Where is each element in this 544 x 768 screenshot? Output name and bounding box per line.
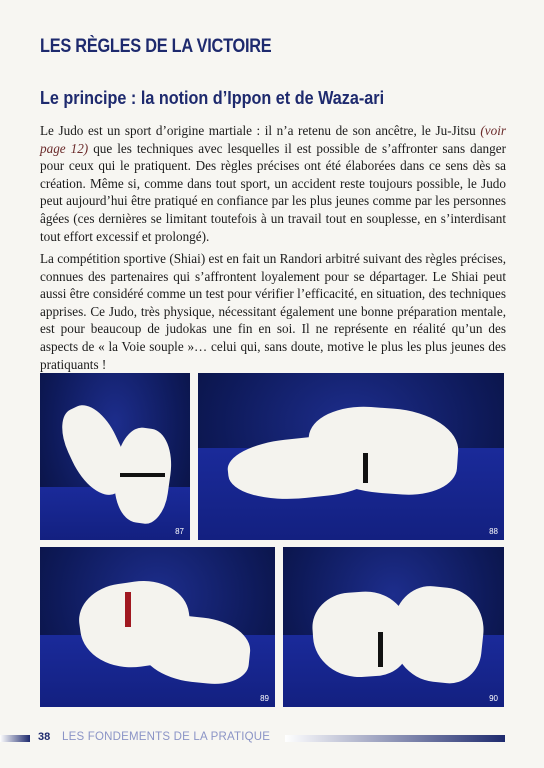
photo-87 xyxy=(40,373,190,540)
paragraph-intro-start: Le Judo est un sport d’origine martiale : il n’a retenu de son ancêtre, le Ju-Jitsu xyxy=(40,123,481,138)
belt xyxy=(363,453,368,483)
footer-bar-right xyxy=(285,735,505,742)
page-reference: (voir page 12) xyxy=(40,123,506,156)
section-title: LES RÈGLES DE LA VICTOIRE xyxy=(40,36,272,57)
belt xyxy=(120,473,165,477)
belt xyxy=(378,632,383,667)
photo-number: 87 xyxy=(175,527,184,536)
photo-number: 89 xyxy=(260,694,269,703)
photo-number: 90 xyxy=(489,694,498,703)
photo-88 xyxy=(198,373,504,540)
paragraph-competition: La compétition sportive (Shiai) est en fait un Randori arbitré suivant des règles précises, connues des partenaires qui s’affrontent loyalement pour se départager. Le Shiai peut aussi être considéré comme un test pour vérifier l’efficacité, en situation, des techniques apprises. Ce Judo, très physique, nécessitant également une bonne préparation mentale, est pour beaucoup de judokas une fin en soi. Il ne représente en réalité qu’un des aspects de « la Voie souple »… celui qui, sans doute, motive le plus les plus jeunes des pratiquants ! xyxy=(40,251,506,372)
photo-number: 88 xyxy=(489,527,498,536)
subtitle: Le principe : la notion d’Ippon et de Waza-ari xyxy=(40,88,385,108)
paragraph-intro-end: que les techniques avec lesquelles il est possible de s’affronter sans danger pour ceux qui le pratiquent. Des règles précises ont été élaborées dans ce sens dès sa création. Même si, comme dans tout sport, un accident reste toujours possible, le Judo peut aujourd’hui être pratiqué en confiance par les plus jeunes comme par les personnes âgées (ces dernières se limitant toutefois à un travail tout en souplesse, en s’interdisant tout effort excessif et prolongé). xyxy=(40,140,506,244)
photo-89 xyxy=(40,547,275,707)
photo-90 xyxy=(283,547,504,707)
footer-bar-left xyxy=(0,735,30,742)
page-number: 38 xyxy=(38,731,51,743)
paragraph-intro xyxy=(40,122,506,245)
belt xyxy=(125,592,131,627)
footer-label: LES FONDEMENTS DE LA PRATIQUE xyxy=(62,731,271,743)
